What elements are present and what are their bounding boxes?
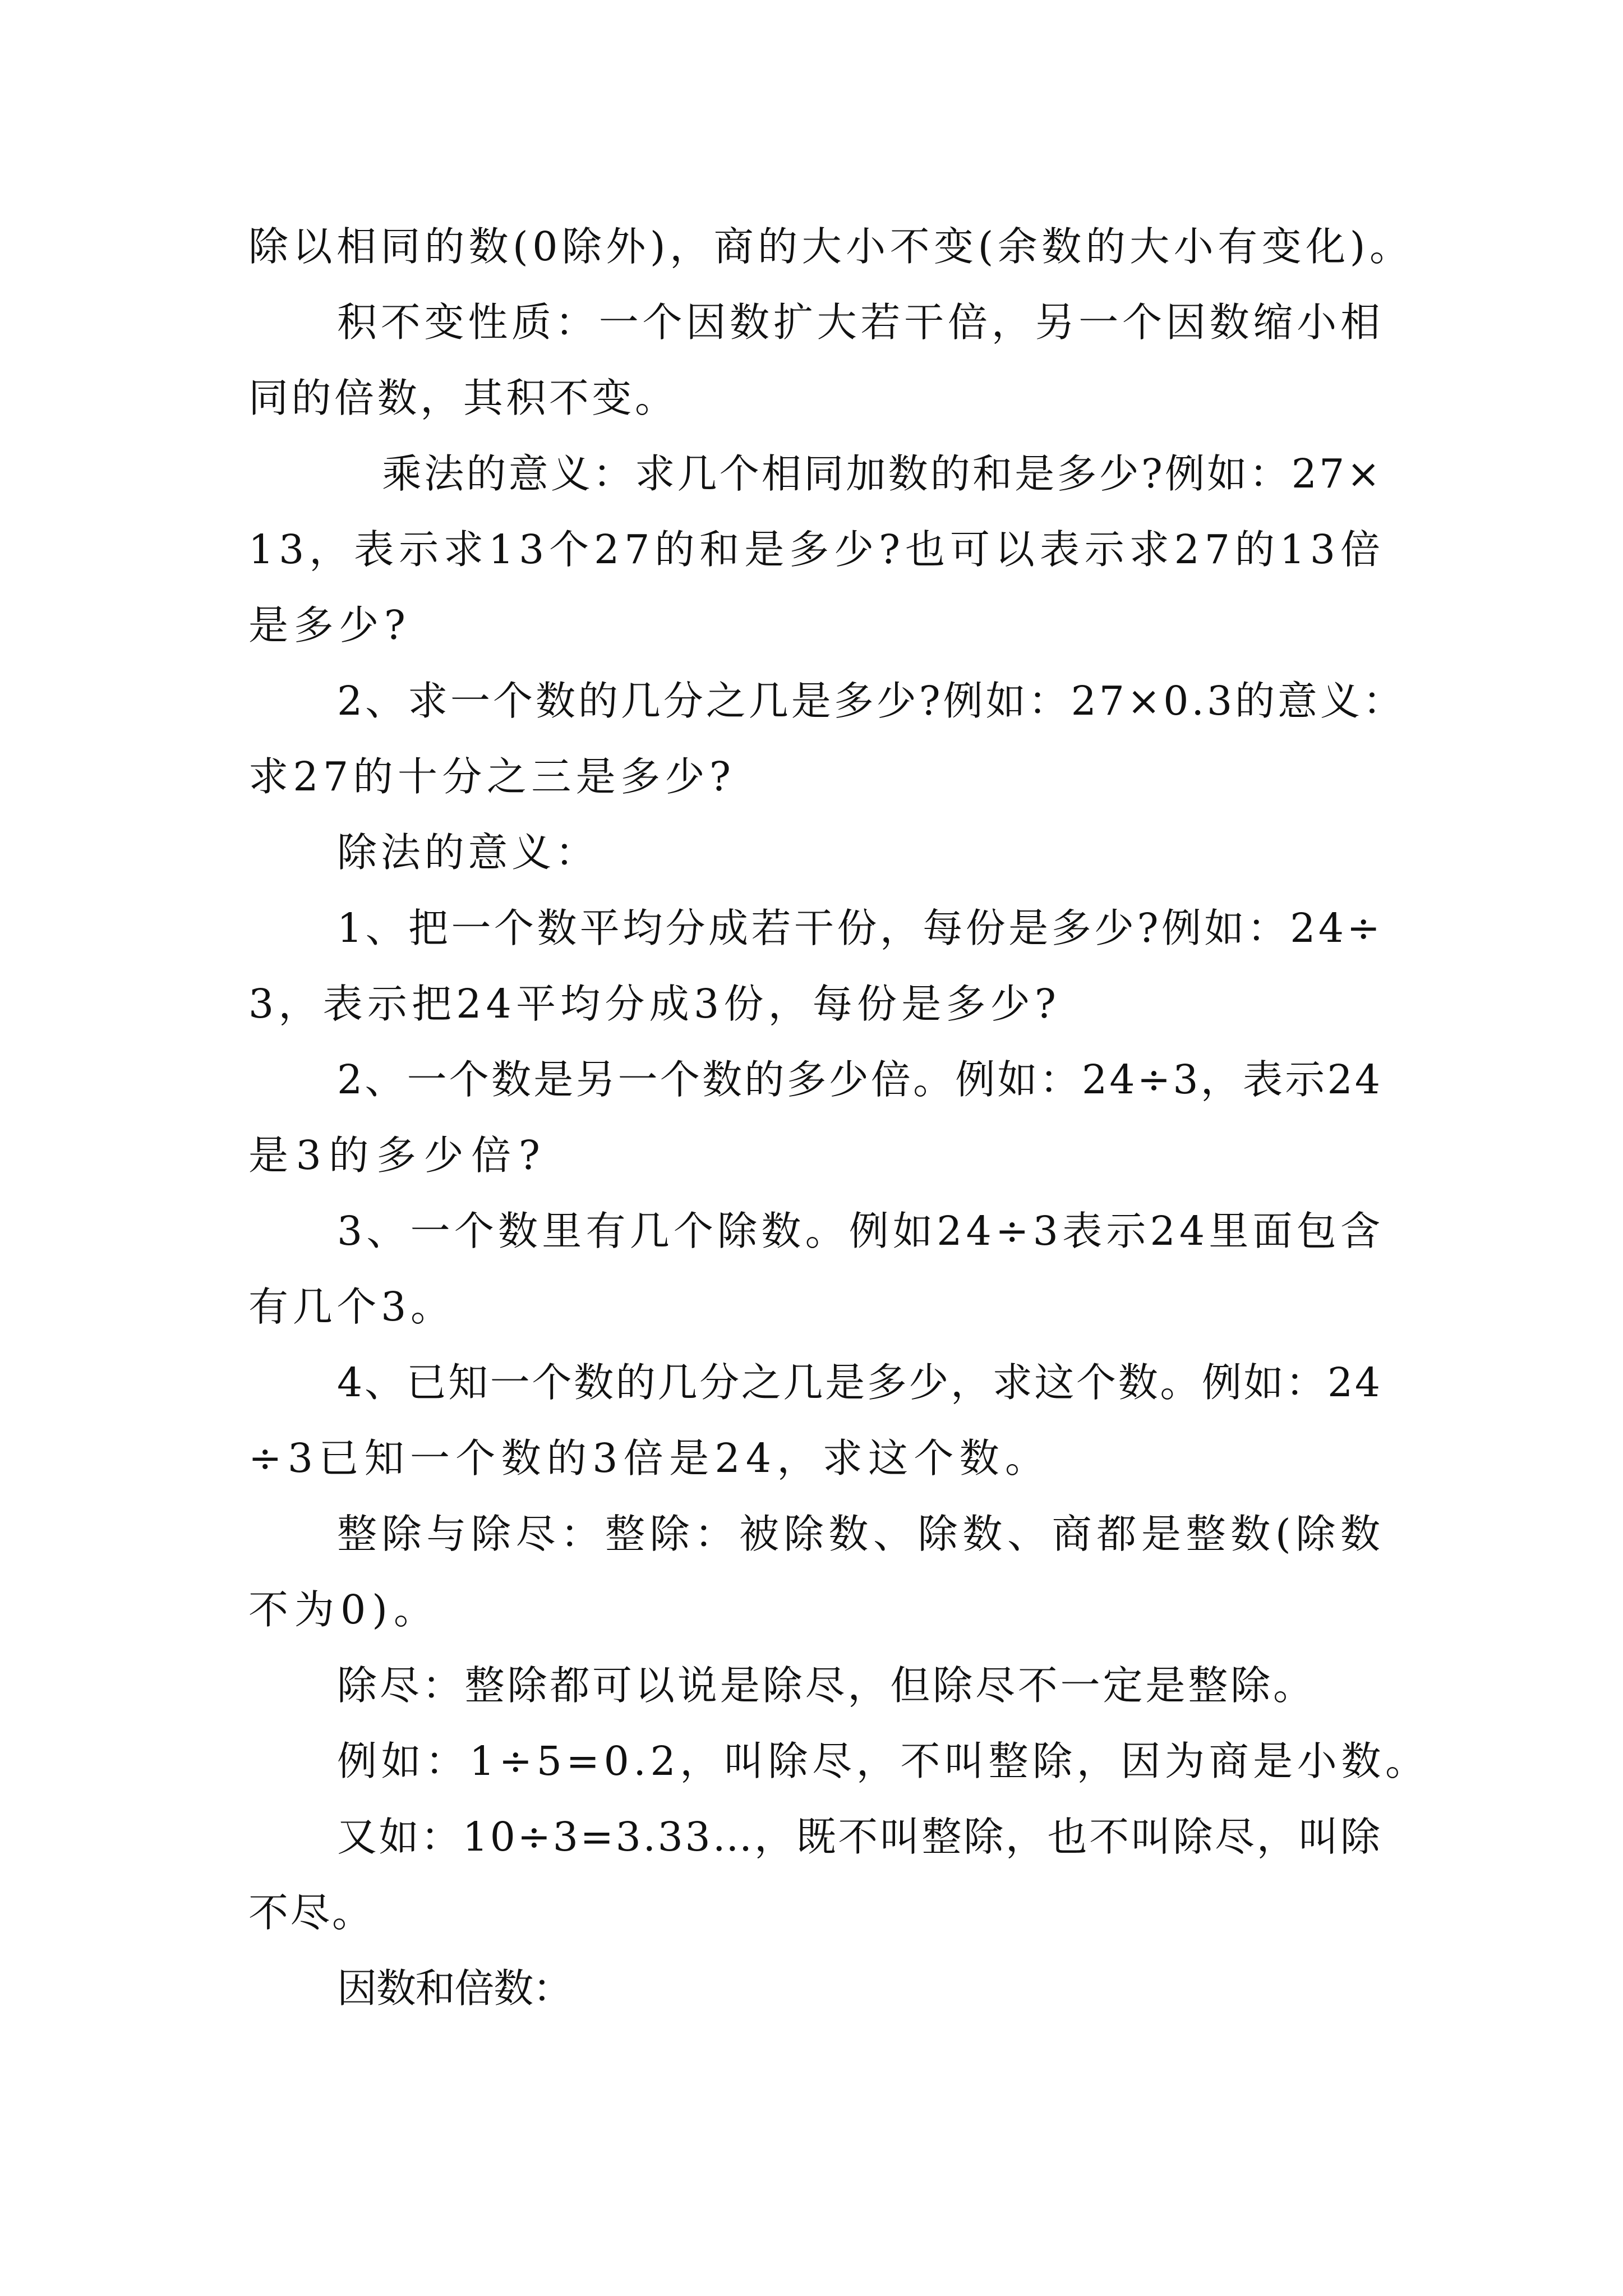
text-line: 是多少? [248, 602, 411, 648]
text-line: 除法的意义： [337, 829, 599, 876]
text-line: 例如：1÷5=0.2，叫除尽，不叫整除，因为商是小数。 [337, 1738, 1430, 1784]
text-line: 2、求一个数的几分之几是多少?例如：27×0.3的意义： [337, 678, 1405, 724]
text-line: 同的倍数，其积不变。 [248, 375, 678, 421]
text-line: 4、已知一个数的几分之几是多少，求这个数。例如：24 [337, 1359, 1382, 1406]
text-line: 不为0)。 [248, 1586, 440, 1633]
text-line: 2、一个数是另一个数的多少倍。例如：24÷3，表示24 [337, 1056, 1383, 1103]
text-line: 是3的多少倍? [248, 1132, 548, 1179]
text-line: 积不变性质：一个因数扩大若干倍，另一个因数缩小相 [337, 299, 1384, 346]
text-line: 乘法的意义：求几个相同加数的和是多少?例如：27× [382, 450, 1383, 497]
text-line: 3，表示把24平均分成3份，每份是多少? [248, 981, 1061, 1027]
text-line: 13，表示求13个27的和是多少?也可以表示求27的13倍 [248, 526, 1385, 573]
text-line: 求27的十分之三是多少? [248, 753, 736, 800]
text-line: 3、一个数里有几个除数。例如24÷3表示24里面包含 [337, 1208, 1385, 1254]
text-line: 除以相同的数(0除外)，商的大小不变(余数的大小有变化)。 [248, 223, 1414, 270]
text-line: 因数和倍数： [337, 1965, 572, 2012]
text-line: 不尽。 [248, 1889, 374, 1936]
text-line: 有几个3。 [248, 1283, 455, 1330]
text-line: 1、把一个数平均分成若干份，每份是多少?例如：24÷ [337, 905, 1384, 951]
text-line: 除尽：整除都可以说是除尽，但除尽不一定是整除。 [337, 1662, 1316, 1709]
text-line: 又如：10÷3=3.33…，既不叫整除，也不叫除尽，叫除 [337, 1814, 1382, 1860]
text-line: 整除与除尽：整除：被除数、除数、商都是整数(除数 [337, 1511, 1385, 1557]
text-line: ÷3已知一个数的3倍是24，求这个数。 [248, 1435, 1051, 1481]
